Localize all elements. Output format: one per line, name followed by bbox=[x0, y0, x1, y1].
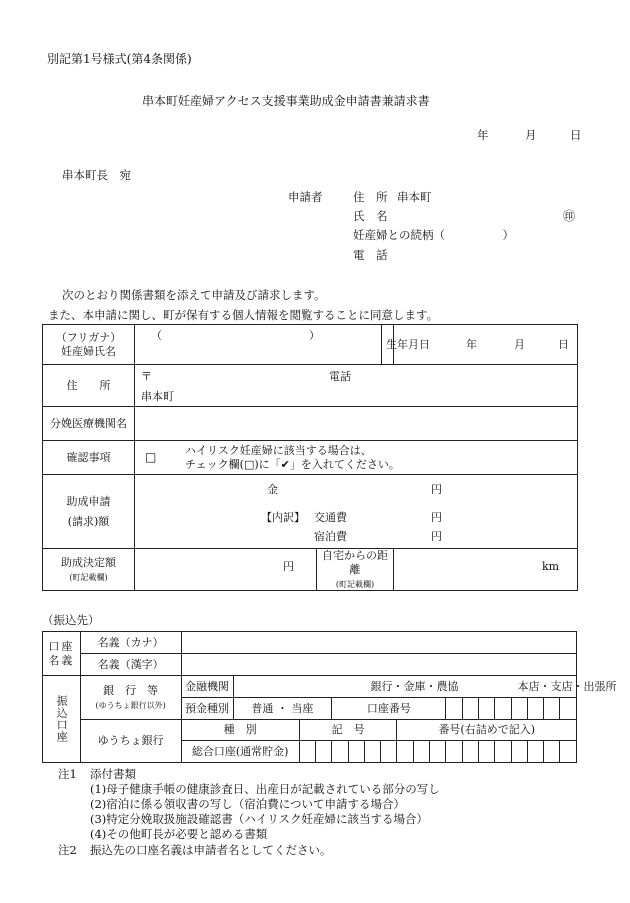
addressee: 串本町長 宛 bbox=[62, 168, 131, 182]
symbol-digit-3[interactable] bbox=[332, 741, 348, 763]
confirm-text-line-1: ハイリスク妊産婦に該当する場合は、 bbox=[185, 444, 372, 457]
document-title: 串本町妊産婦アクセス支援事業助成金申請書兼請求書 bbox=[142, 94, 430, 108]
high-risk-checkbox[interactable]: □ bbox=[145, 450, 157, 464]
application-table bbox=[42, 324, 578, 591]
number-digit-11[interactable] bbox=[560, 741, 577, 763]
facility-label: 分娩医療機関名 bbox=[43, 407, 135, 441]
yucho-account-type: 総合口座(通常貯金) bbox=[181, 741, 299, 763]
birth-year: 年 bbox=[466, 338, 477, 351]
note-1-item: (4)その他町長が必要と認める書類 bbox=[90, 827, 268, 841]
intro-line-2: また、本申請に関し、町が保有する個人情報を閲覧することに同意します。 bbox=[48, 308, 439, 322]
amount-cell[interactable] bbox=[135, 475, 578, 549]
account-digit-1[interactable] bbox=[446, 698, 462, 720]
institution-types: 銀行・金庫・農協 bbox=[370, 680, 459, 693]
lodging-yen: 円 bbox=[431, 530, 442, 543]
transfer-group-text: 振込口座 bbox=[55, 695, 69, 743]
bank-section-label: （振込先） bbox=[42, 613, 100, 627]
account-digit-6[interactable] bbox=[527, 698, 543, 720]
bank-table bbox=[42, 631, 617, 763]
birth-date-cell[interactable] bbox=[386, 325, 578, 365]
decided-label-cell bbox=[43, 549, 135, 591]
note-1-item: (2)宿泊に係る領収書の写し（宿泊費について申請する場合） bbox=[90, 797, 406, 811]
holder-group-text: 口座名義 bbox=[48, 639, 75, 667]
birth-day: 日 bbox=[558, 338, 569, 351]
bank-label: 銀 行 等 bbox=[103, 683, 159, 697]
number-digit-1[interactable] bbox=[397, 741, 413, 763]
distance-input[interactable] bbox=[394, 549, 578, 591]
address-prefill: 串本町 bbox=[141, 390, 174, 403]
note-1-item: (3)特定分娩取扱施設確認書（ハイリスク妊産婦に該当する場合） bbox=[90, 812, 429, 826]
yucho-number-label: 番号(右詰めで記入) bbox=[397, 720, 577, 741]
date-month: 月 bbox=[525, 128, 537, 142]
date-day: 日 bbox=[570, 128, 582, 142]
furigana-paren-close: ） bbox=[309, 329, 320, 342]
confirm-cell bbox=[135, 441, 578, 475]
account-digit-3[interactable] bbox=[478, 698, 494, 720]
lodging-label: 宿泊費 bbox=[314, 530, 347, 543]
number-digit-6[interactable] bbox=[478, 741, 494, 763]
name-label-cell bbox=[43, 325, 135, 365]
number-digit-4[interactable] bbox=[446, 741, 462, 763]
distance-label: 自宅からの距離 bbox=[322, 549, 388, 576]
holder-kana-label: 名義（カナ） bbox=[80, 632, 181, 654]
furigana-paren-open: （ bbox=[151, 329, 162, 342]
number-digit-2[interactable] bbox=[413, 741, 429, 763]
decided-note: (町記載欄) bbox=[69, 572, 108, 582]
amount-label-line-2: (請求)額 bbox=[67, 514, 110, 528]
confirm-text-line-2: チェック欄(□)に「✔」を入れてください。 bbox=[185, 458, 400, 471]
applicant-name-label: 氏 名 bbox=[353, 209, 388, 223]
branch-types: 本店・支店・出張所 bbox=[517, 680, 617, 693]
holder-kana-input[interactable] bbox=[181, 632, 576, 654]
decided-yen: 円 bbox=[283, 560, 294, 573]
decided-label: 助成決定額 bbox=[61, 555, 116, 569]
institution-input[interactable] bbox=[233, 676, 617, 698]
intro-line-1: 次のとおり関係書類を添えて申請及び請求します。 bbox=[62, 288, 326, 302]
amount-yen: 円 bbox=[431, 483, 442, 496]
birth-label: 生年月日 bbox=[386, 338, 430, 351]
amount-label-cell bbox=[43, 475, 135, 549]
account-digit-8[interactable] bbox=[560, 698, 577, 720]
account-digit-5[interactable] bbox=[511, 698, 527, 720]
number-digit-3[interactable] bbox=[430, 741, 446, 763]
furigana-label: （フリガナ） bbox=[55, 330, 122, 344]
address-input-cell[interactable] bbox=[135, 365, 578, 407]
bank-label-cell bbox=[80, 676, 181, 720]
holder-group-label bbox=[43, 632, 81, 676]
number-digit-5[interactable] bbox=[462, 741, 478, 763]
mother-name-label: 妊産婦氏名 bbox=[61, 344, 116, 358]
note-2-text: 振込先の口座名義は申請者名としてください。 bbox=[90, 843, 332, 857]
transport-yen: 円 bbox=[431, 511, 442, 524]
symbol-digit-6[interactable] bbox=[381, 741, 397, 763]
facility-input[interactable] bbox=[135, 407, 578, 441]
bank-note: (ゆうちょ銀行以外) bbox=[95, 701, 166, 711]
applicant-relation-label: 妊産婦との続柄（ ） bbox=[353, 228, 514, 242]
note-1-title: 添付書類 bbox=[90, 767, 136, 781]
breakdown-label: 【内訳】 bbox=[261, 511, 305, 524]
number-digit-8[interactable] bbox=[511, 741, 527, 763]
distance-note: (町記載欄) bbox=[335, 579, 375, 589]
birth-month: 月 bbox=[514, 338, 525, 351]
note-1-label: 注1 bbox=[58, 767, 77, 781]
applicant-label: 申請者 bbox=[288, 190, 323, 204]
applicant-address-label: 住 所 bbox=[353, 190, 388, 204]
holder-kanji-label: 名義（漢字） bbox=[80, 654, 181, 676]
note-1-item: (1)母子健康手帳の健康診査日、出産日が記載されている部分の写し bbox=[90, 782, 440, 796]
name-input-cell[interactable] bbox=[135, 325, 382, 365]
number-digit-10[interactable] bbox=[544, 741, 560, 763]
amount-kin: 金 bbox=[267, 483, 278, 496]
address-phone-label: 電話 bbox=[329, 370, 351, 383]
note-2-label: 注2 bbox=[58, 843, 77, 857]
number-digit-7[interactable] bbox=[495, 741, 511, 763]
seal-mark: ㊞ bbox=[563, 209, 576, 223]
deposit-type-label: 預金種別 bbox=[181, 698, 233, 720]
applicant-address-value: 串本町 bbox=[397, 190, 432, 204]
account-number-label: 口座番号 bbox=[332, 698, 446, 720]
distance-label-cell bbox=[317, 549, 394, 591]
distance-unit: km bbox=[542, 560, 560, 573]
symbol-digit-2[interactable] bbox=[316, 741, 332, 763]
transport-label: 交通費 bbox=[314, 511, 347, 524]
symbol-digit-1[interactable] bbox=[299, 741, 315, 763]
confirm-label: 確認事項 bbox=[43, 441, 135, 475]
decided-input[interactable] bbox=[135, 549, 317, 591]
postal-mark: 〒 bbox=[141, 370, 152, 383]
holder-kanji-input[interactable] bbox=[181, 654, 576, 676]
applicant-phone-label: 電 話 bbox=[353, 248, 388, 262]
yucho-symbol-label: 記 号 bbox=[299, 720, 397, 741]
form-reference: 別記第1号様式(第4条関係) bbox=[47, 52, 192, 66]
date-year: 年 bbox=[477, 128, 489, 142]
institution-label: 金融機関 bbox=[181, 676, 233, 698]
symbol-digit-5[interactable] bbox=[364, 741, 380, 763]
symbol-digit-4[interactable] bbox=[348, 741, 364, 763]
amount-label-line-1: 助成申請 bbox=[66, 494, 111, 508]
yucho-label: ゆうちょ銀行 bbox=[80, 720, 181, 763]
deposit-options[interactable]: 普通 ・ 当座 bbox=[233, 698, 332, 720]
number-digit-9[interactable] bbox=[527, 741, 543, 763]
account-digit-7[interactable] bbox=[544, 698, 560, 720]
address-label: 住 所 bbox=[43, 365, 135, 407]
transfer-group-label bbox=[43, 676, 81, 763]
account-digit-2[interactable] bbox=[462, 698, 478, 720]
account-digit-4[interactable] bbox=[495, 698, 511, 720]
yucho-type-label: 種 別 bbox=[181, 720, 299, 741]
